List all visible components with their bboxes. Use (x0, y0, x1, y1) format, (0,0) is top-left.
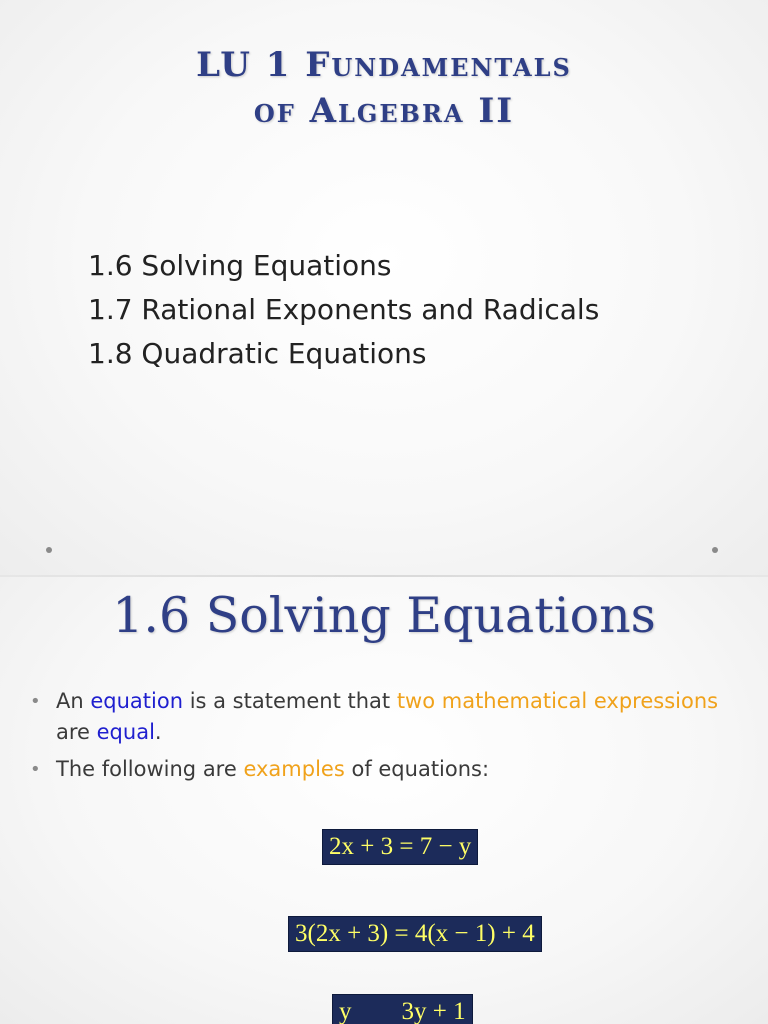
bullet-examples (28, 754, 748, 785)
bullet-text: . (154, 720, 162, 744)
bullet-icon: • (30, 691, 41, 712)
toc-item: 1.8 Quadratic Equations (88, 337, 427, 370)
bullet-icon: • (30, 759, 41, 780)
bullet-definition (28, 686, 748, 748)
toc-item: 1.6 Solving Equations (88, 249, 392, 282)
term-examples: examples (243, 757, 345, 781)
bullet-text: are (56, 720, 97, 744)
table-of-contents (88, 244, 599, 376)
bullet-dot-icon (46, 547, 52, 553)
bullet-text: is a statement that (183, 689, 397, 713)
term-equation: equation (90, 689, 184, 713)
equation-example-3: y 3y + 1 (332, 994, 473, 1024)
bullet-text: The following are (56, 757, 244, 781)
equation-example-2: 3(2x + 3) = 4(x − 1) + 4 (288, 916, 542, 952)
term-equal: equal (96, 720, 155, 744)
bullet-dot-icon (712, 547, 718, 553)
slide-title-heading (0, 42, 768, 134)
term-two-expressions: two mathematical expressions (396, 689, 719, 713)
title-line-1: LU 1 Fundamentals (196, 45, 572, 85)
equation-example-1: 2x + 3 = 7 − y (322, 829, 478, 865)
bullet-text: of equations: (344, 757, 490, 781)
title-line-2: of Algebra II (253, 91, 515, 131)
bullet-list (28, 686, 748, 791)
toc-item: 1.7 Rational Exponents and Radicals (88, 293, 600, 326)
bullet-text: An (56, 689, 91, 713)
section-title: 1.6 Solving Equations (112, 587, 656, 644)
